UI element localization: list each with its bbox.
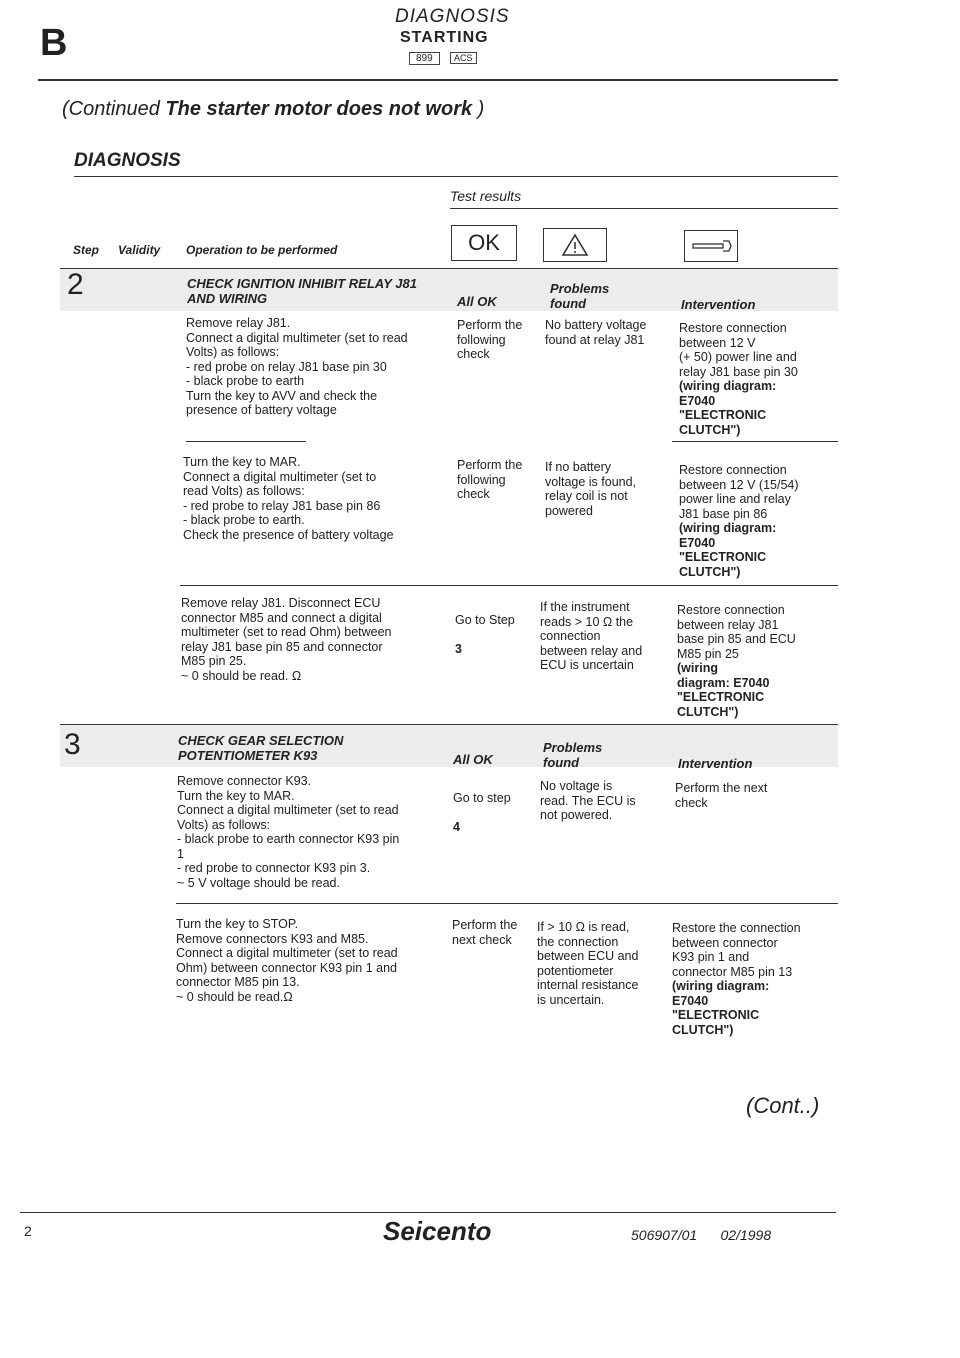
step2-row3-intervention-ref: (wiring diagram: E7040 "ELECTRONIC CLUTCH") [677,661,770,719]
step3-row1-problems: No voltage is read. The ECU is not powered. [540,779,636,822]
doc-reference: 506907/01 02/1998 [631,1227,772,1243]
step2-row3-intervention-text: Restore connection between relay J81 base pin 85 and ECU M85 pin 25 [677,603,796,661]
step3-row1-operation: Remove connector K93. Turn the key to MAR. Connect a digital multimeter (set to read Volts) as follows: - black probe to earth connector K93 pin 1 - red probe to connector K93 pin 3. ~ 5 V voltage should be read. [177,774,400,890]
step3-problems-header: Problems found [543,740,603,770]
step2-title: CHECK IGNITION INHIBIT RELAY J81 AND WIRING [187,276,417,306]
step2-row1-allok: Perform the following check [457,318,523,361]
step2-row2-rule [180,585,838,586]
step2-row1-operation: Remove relay J81. Connect a digital multimeter (set to read Volts) as follows: - red probe on relay J81 base pin 30 - black probe to earth Turn the key to AVV and check the presence of battery voltage [186,316,408,417]
footer-rule [20,1212,836,1213]
step2-row1-intervention-ref: (wiring diagram: E7040 "ELECTRONIC CLUTCH") [679,379,777,437]
step3-title: CHECK GEAR SELECTION POTENTIOMETER K93 [178,733,344,763]
step2-row3-operation: Remove relay J81. Disconnect ECU connector M85 and connect a digital multimeter (set to read Ohm) between relay J81 base pin 85 and connector M85 pin 25. ~ 0 should be read. Ω [181,596,392,683]
step2-row3-problems: If the instrument reads > 10 Ω the connection between relay and ECU is uncertain [540,600,643,672]
continued-emphasis: The starter motor does not work [165,98,473,120]
step2-row2-intervention-ref: (wiring diagram: E7040 "ELECTRONIC CLUTCH") [679,521,777,579]
step3-allok-header: All OK [453,752,493,767]
step2-row3-allok-text: Go to Step [455,612,515,627]
header-subtitle: STARTING [400,29,489,46]
continued-suffix: ) [472,98,485,120]
step2-row3-allok [455,598,515,671]
step3-row2-operation: Turn the key to STOP. Remove connectors K93 and M85. Connect a digital multimeter (set to read Ohm) between connector K93 pin 1 and connector M85 pin 13. ~ 0 should be read.Ω [176,917,398,1004]
test-results-rule [450,208,838,209]
page-code: 899 [409,52,440,65]
step2-row1-problems: No battery voltage found at relay J81 [545,318,647,347]
step2-intervention-header: Intervention [681,297,756,312]
step2-row1-rule-b [672,441,838,442]
continued-marker: (Cont..) [746,1093,820,1118]
ok-label: OK [468,230,500,255]
header-rule [38,79,838,81]
step3-row1-intervention: Perform the next check [675,781,768,810]
step2-row2-operation: Turn the key to MAR. Connect a digital multimeter (set to read Volts) as follows: - red probe to relay J81 base pin 86 - black probe to earth. Check the presence of battery voltage [183,455,394,542]
step2-row3-intervention [677,603,796,719]
step2-row1-intervention-text: Restore connection between 12 V (+ 50) power line and relay J81 base pin 30 [679,321,798,379]
step3-intervention-header: Intervention [678,756,753,771]
step2-number: 2 [67,268,84,301]
step2-row2-intervention [679,463,799,579]
page-number: 2 [24,1223,32,1239]
step3-row2-intervention-ref: (wiring diagram: E7040 "ELECTRONIC CLUTCH") [672,979,770,1037]
step2-row2-allok: Perform the following check [457,458,523,501]
step3-row2-intervention-text: Restore the connection between connector K93 pin 1 and connector M85 pin 13 [672,921,801,979]
step2-allok-header: All OK [457,294,497,309]
step3-row2-allok: Perform the next check [452,918,518,947]
step2-row1-intervention [679,321,798,437]
continued-title [62,98,484,121]
brand-logo: Seicento [383,1216,492,1246]
step3-row1-allok-step: 4 [453,819,460,834]
section-letter: B [40,22,68,64]
step3-row1-allok-text: Go to step [453,790,511,805]
step3-row2-problems: If > 10 Ω is read, the connection between ECU and potentiometer internal resistance is uncertain. [537,920,639,1007]
step2-row1-rule-a [186,441,306,442]
warning-icon [543,228,607,262]
diagnosis-title: DIAGNOSIS [74,150,181,171]
step3-row1-rule [176,903,838,904]
header-title: DIAGNOSIS [395,6,510,27]
col-step: Step [73,243,100,257]
step2-row2-problems: If no battery voltage is found, relay coil is not powered [545,460,637,518]
step2-row2-intervention-text: Restore connection between 12 V (15/54) power line and relay J81 base pin 86 [679,463,799,521]
step3-number: 3 [64,728,81,761]
step2-row3-allok-step: 3 [455,641,462,656]
diagnosis-rule [74,176,838,177]
step3-row2-intervention [672,921,801,1037]
ok-box [451,225,517,261]
continued-prefix: (Continued [62,98,166,120]
col-validity: Validity [118,243,161,257]
acs-badge: ACS [450,52,477,64]
col-operation: Operation to be performed [186,243,338,257]
step2-problems-header: Problems found [550,281,610,311]
wrench-icon [684,230,738,262]
test-results-label: Test results [450,188,522,204]
step3-row1-allok [453,776,511,849]
